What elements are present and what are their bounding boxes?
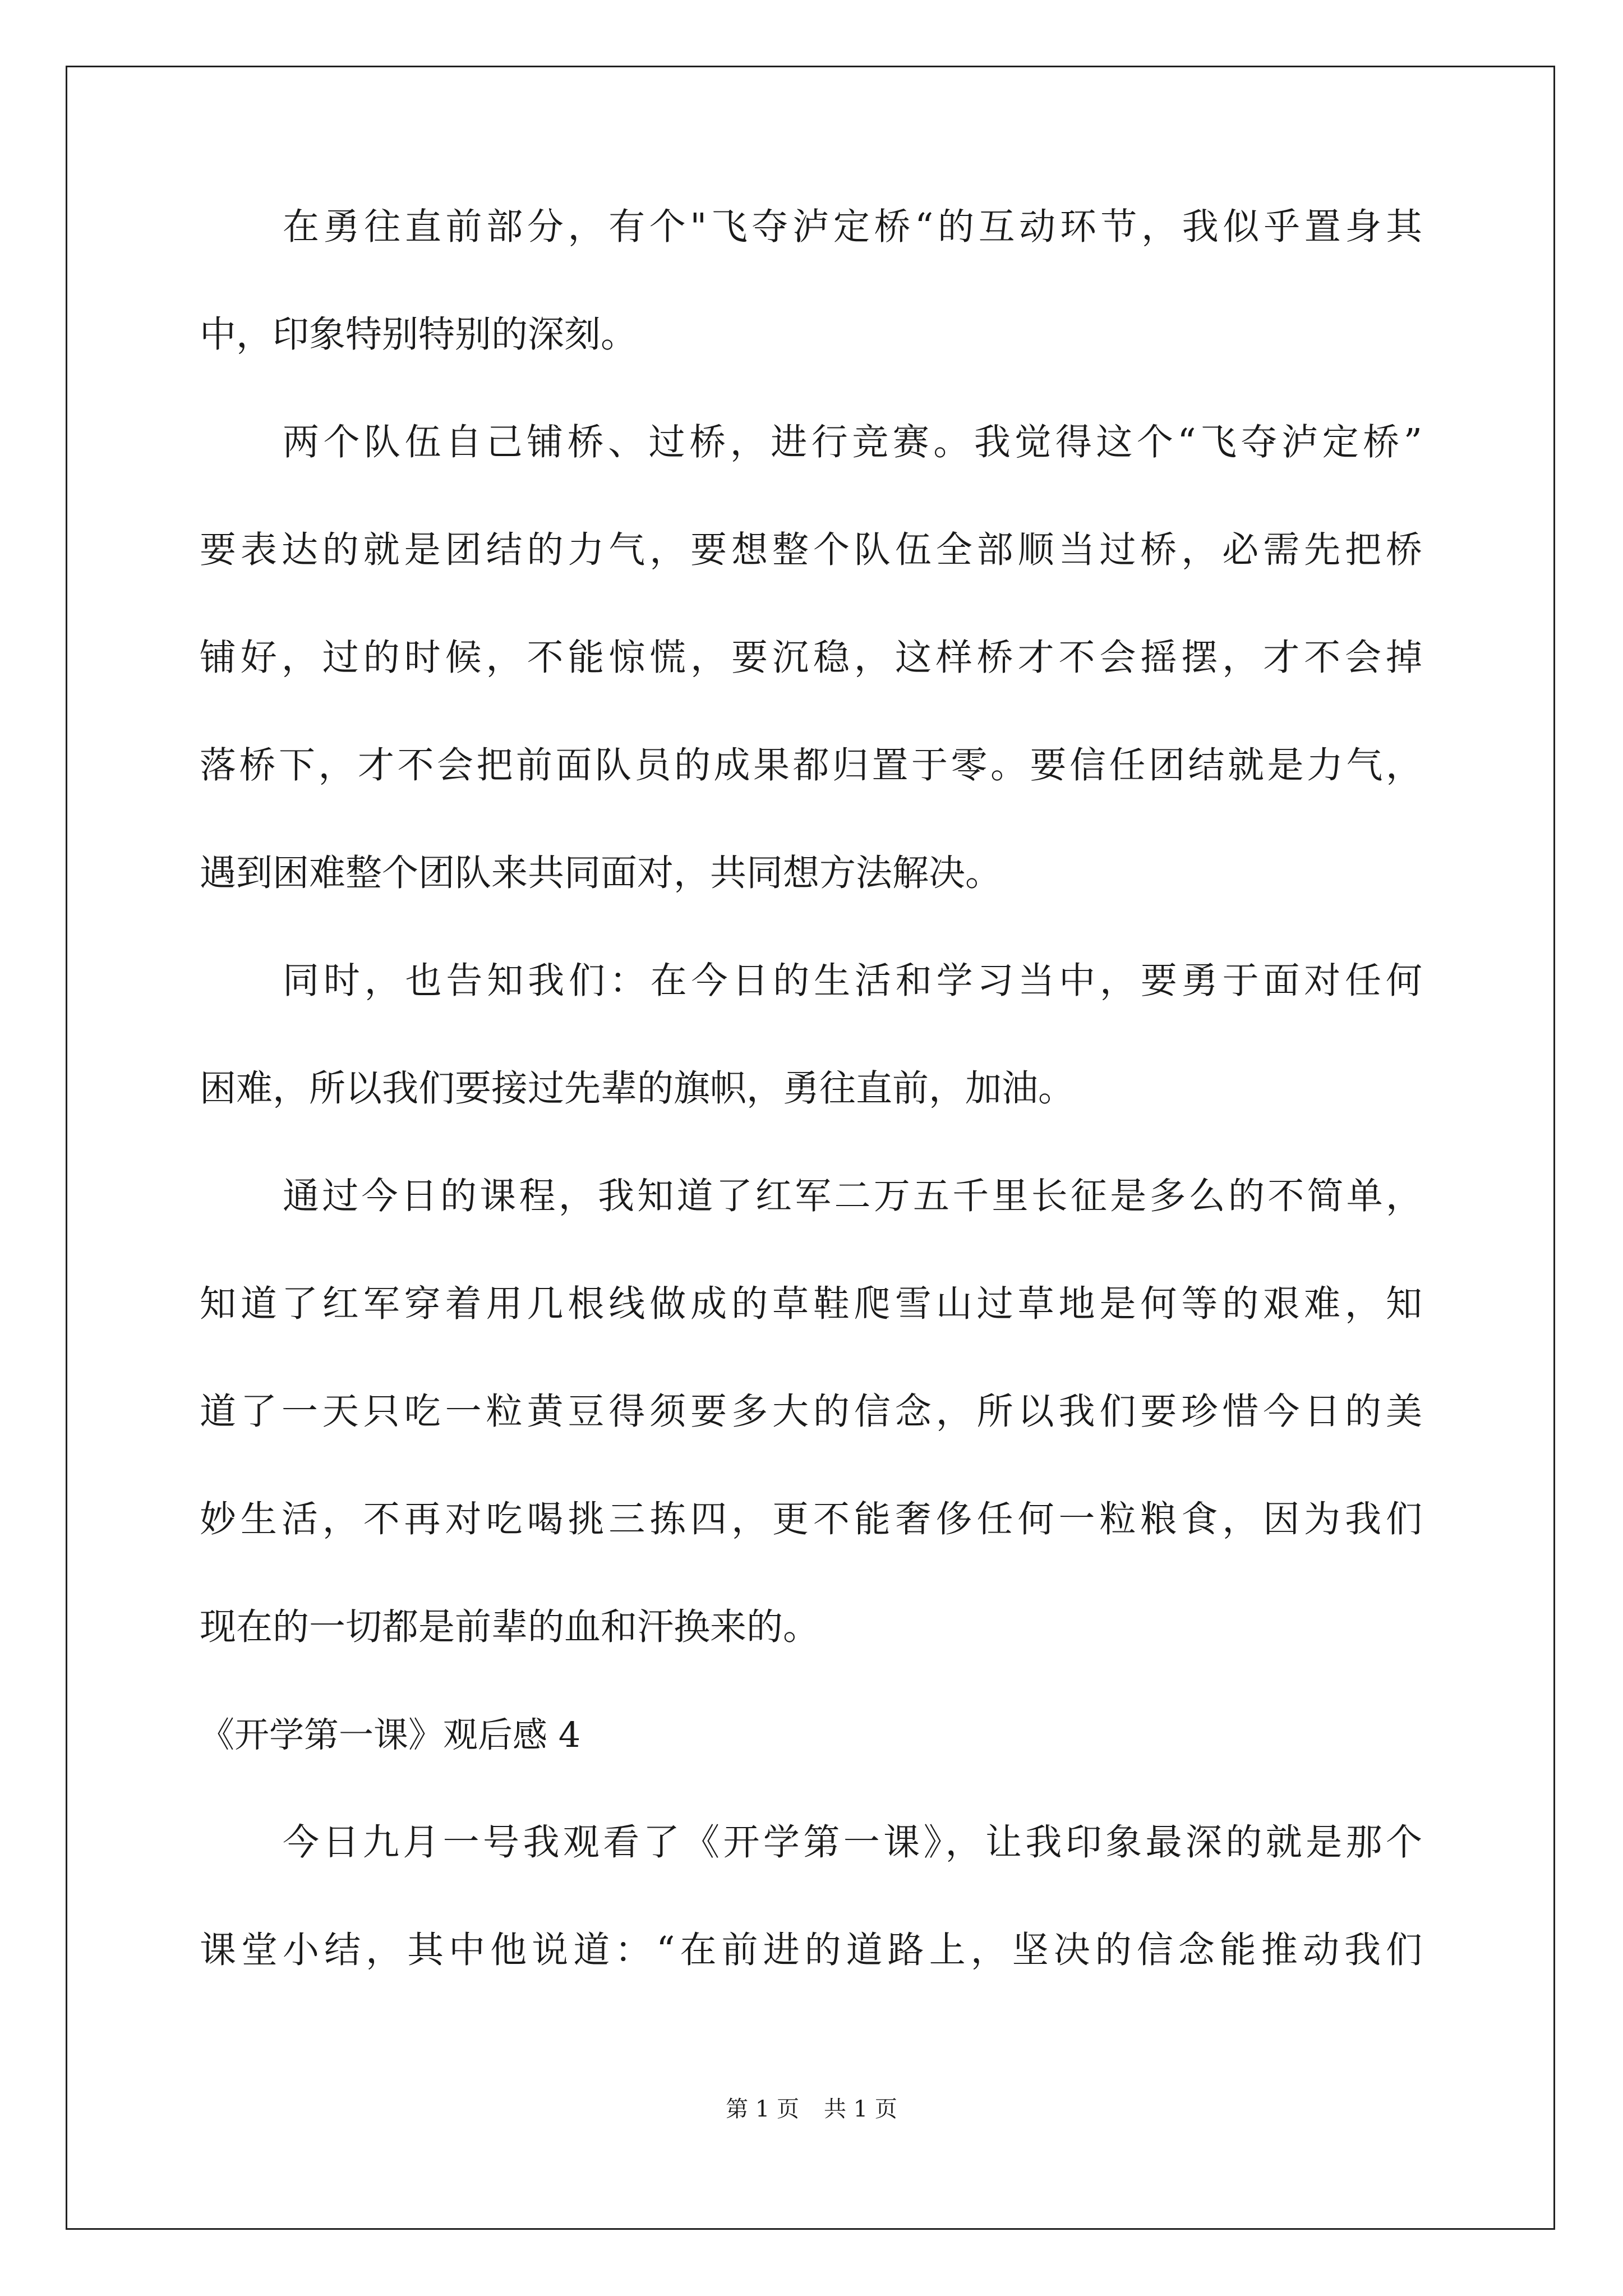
paragraph-5-line-1: 今日九月一号我观看了《开学第一课》，让我印象最深的就是那个: [283, 1821, 1422, 1864]
page-number: 第 1 页: [726, 2096, 799, 2122]
paragraph-4-line-5: 现在的一切都是前辈的血和汗换来的。: [200, 1606, 820, 1648]
paragraph-1-line-1: 在勇往直前部分，有个"飞夺泸定桥“的互动环节，我似乎置身其: [283, 206, 1422, 248]
page-border: [66, 66, 1555, 2230]
paragraph-4-line-2: 知道了红军穿着用几根线做成的草鞋爬雪山过草地是何等的艰难，知: [200, 1283, 1422, 1325]
paragraph-4-line-1: 通过今日的课程，我知道了红军二万五千里长征是多么的不简单，: [283, 1175, 1422, 1217]
paragraph-3-line-2: 困难，所以我们要接过先辈的旗帜，勇往直前，加油。: [200, 1068, 1075, 1110]
paragraph-1-line-2: 中，印象特别特别的深刻。: [200, 314, 638, 356]
paragraph-2-line-1: 两个队伍自己铺桥、过桥，进行竞赛。我觉得这个“飞夺泸定桥”: [283, 421, 1422, 463]
page-footer: [0, 2095, 1623, 2123]
paragraph-2-line-5: 遇到困难整个团队来共同面对，共同想方法解决。: [200, 852, 1002, 894]
paragraph-2-line-3: 铺好，过的时候，不能惊慌，要沉稳，这样桥才不会摇摆，才不会掉: [200, 637, 1422, 679]
paragraph-2-line-4: 落桥下，才不会把前面队员的成果都归置于零。要信任团结就是力气，: [200, 744, 1422, 786]
paragraph-3-line-1: 同时，也告知我们：在今日的生活和学习当中，要勇于面对任何: [283, 960, 1422, 1002]
section-heading: 《开学第一课》观后感 4: [200, 1714, 581, 1755]
paragraph-4-line-3: 道了一天只吃一粒黄豆得须要多大的信念，所以我们要珍惜今日的美: [200, 1391, 1422, 1433]
page-total: 共 1 页: [824, 2096, 897, 2122]
paragraph-2-line-2: 要表达的就是团结的力气，要想整个队伍全部顺当过桥，必需先把桥: [200, 529, 1422, 571]
paragraph-5-line-2: 课堂小结，其中他说道：“在前进的道路上，坚决的信念能推动我们: [200, 1929, 1422, 1971]
paragraph-4-line-4: 妙生活，不再对吃喝挑三拣四，更不能奢侈任何一粒粮食，因为我们: [200, 1498, 1422, 1540]
